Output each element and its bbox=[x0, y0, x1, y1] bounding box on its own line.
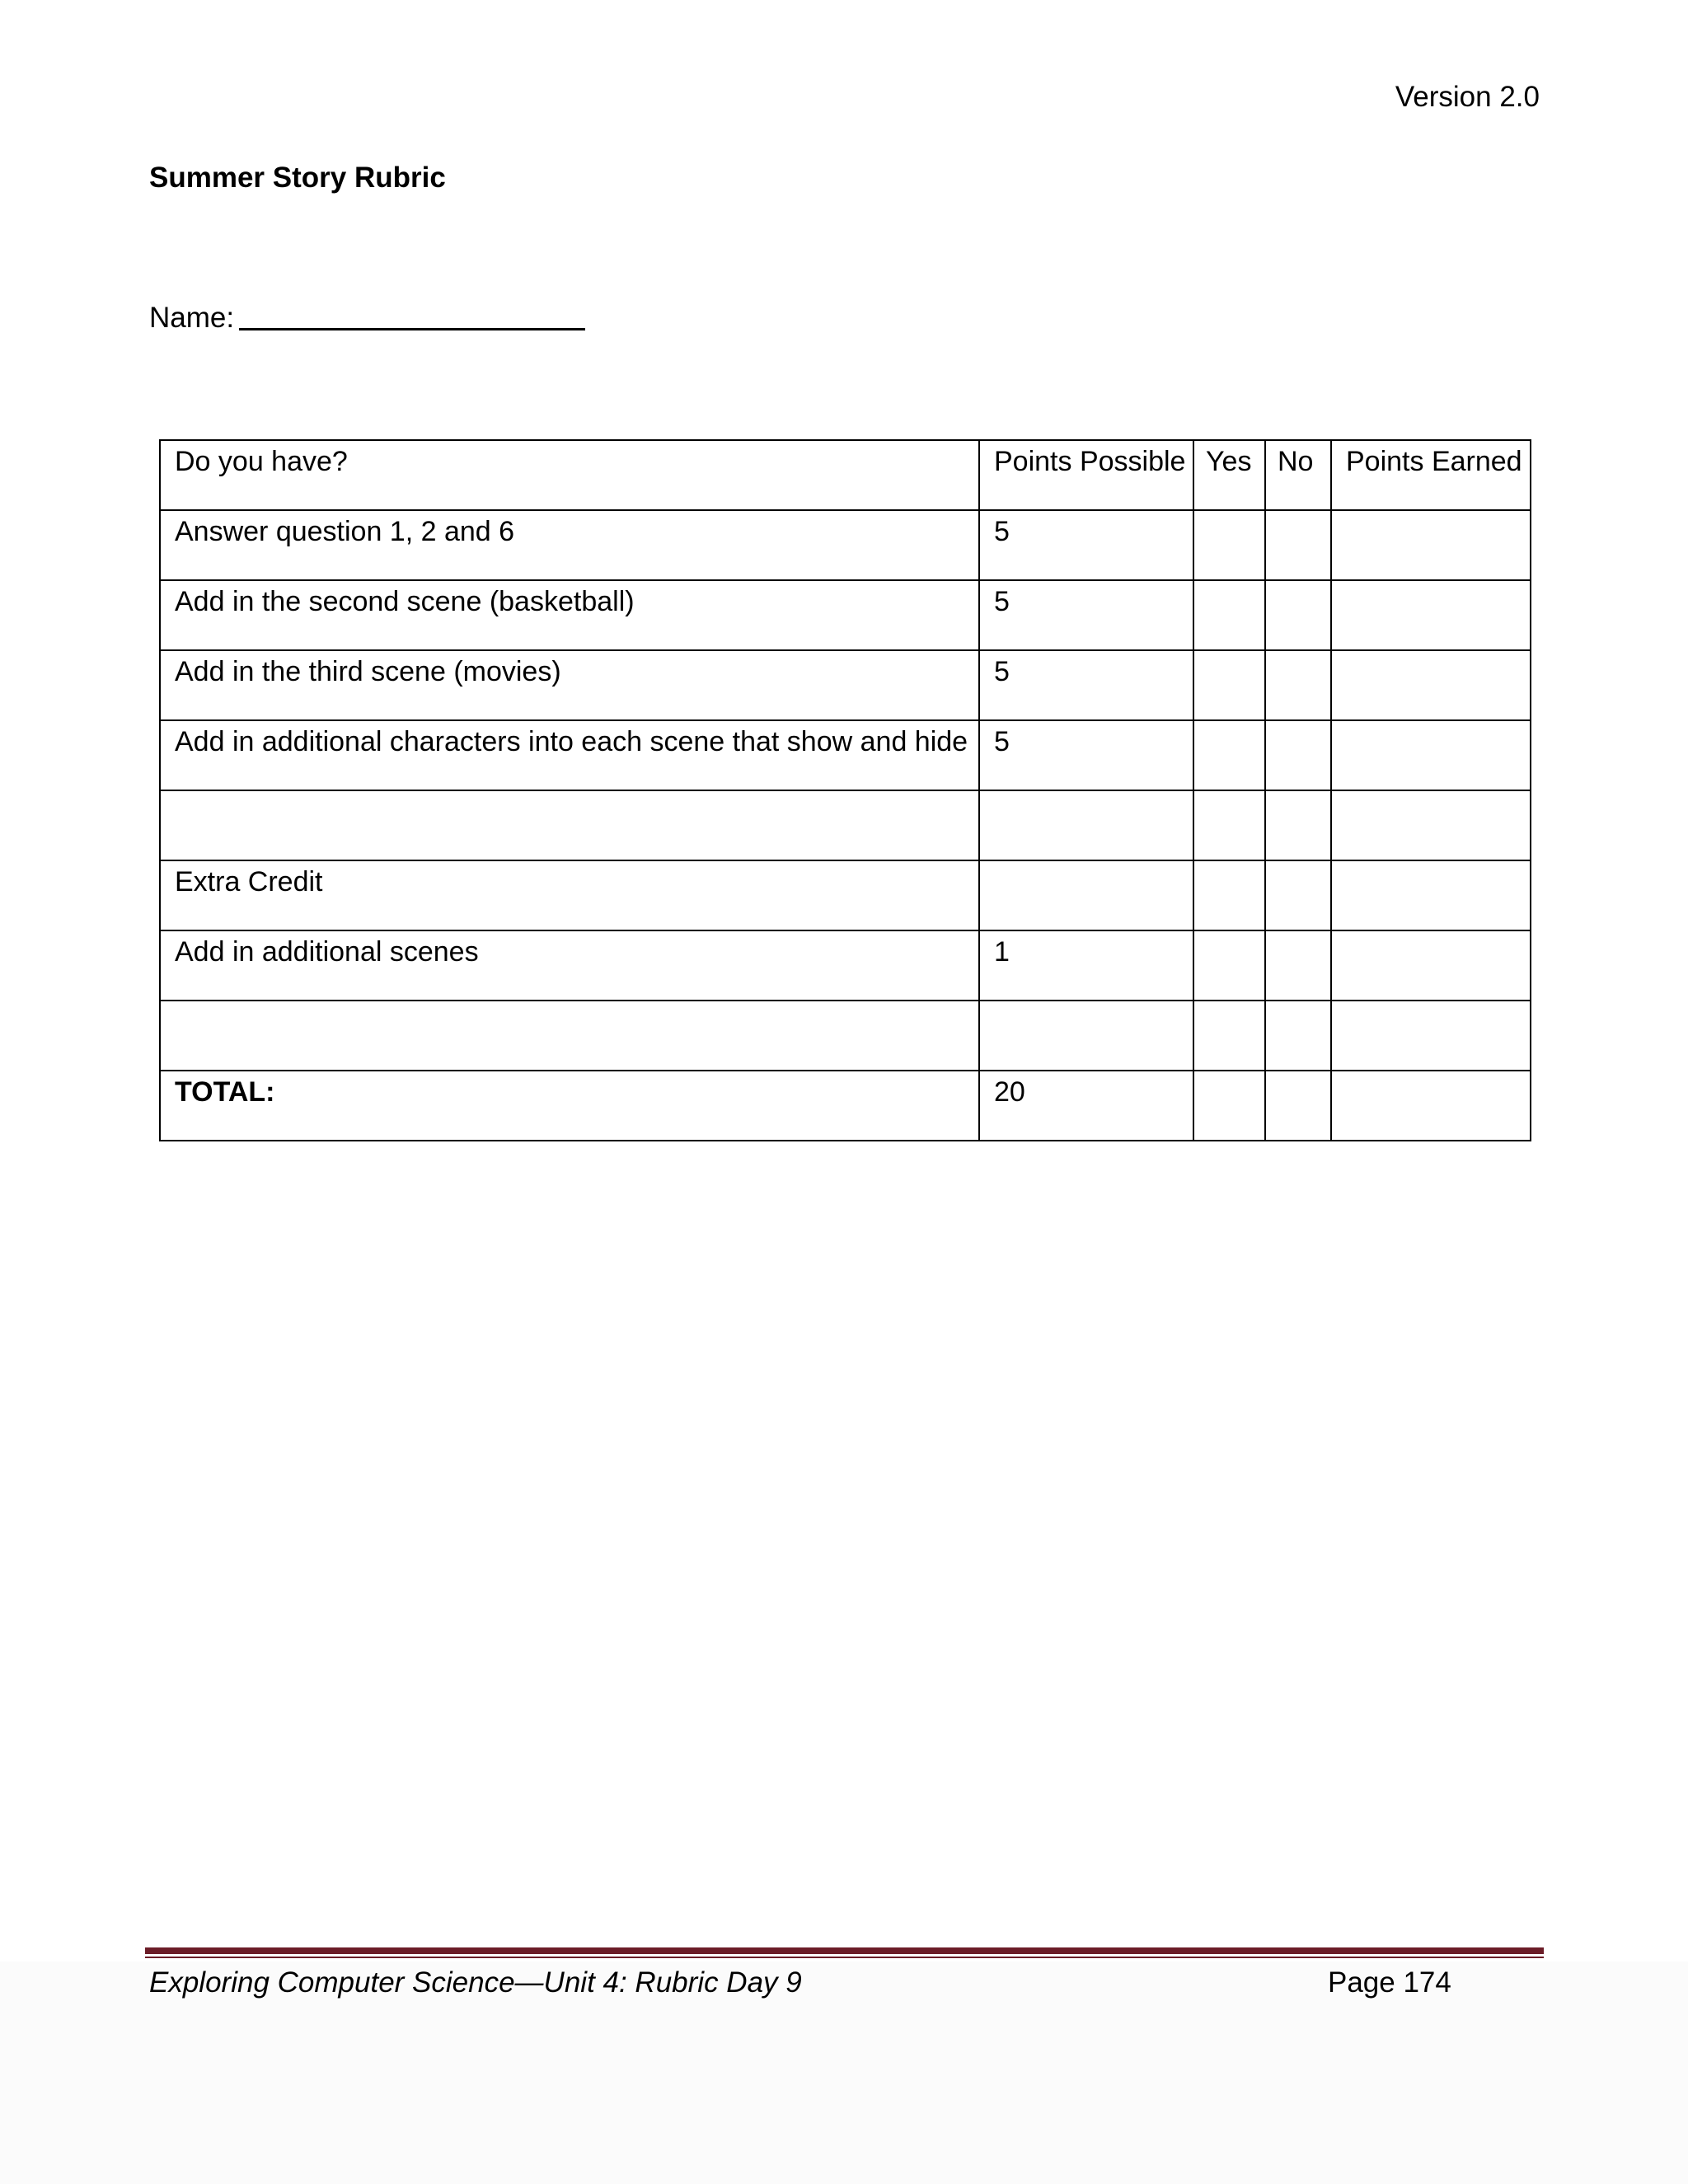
name-label: Name: bbox=[149, 302, 235, 334]
no-cell bbox=[1265, 930, 1331, 1001]
name-field bbox=[149, 300, 585, 336]
rubric-item-cell: Add in additional characters into each scene that show and hide bbox=[160, 720, 979, 790]
footer-rule-thin bbox=[145, 1957, 1544, 1958]
rubric-row bbox=[160, 510, 1531, 580]
footer-page-number: Page 174 bbox=[1328, 1966, 1451, 1999]
yes-cell bbox=[1193, 930, 1265, 1001]
column-header-points-possible: Points Possible bbox=[979, 440, 1193, 510]
version-label: Version 2.0 bbox=[1395, 81, 1540, 113]
footer-course-title: Exploring Computer Science—Unit 4: Rubric Day 9 bbox=[149, 1966, 802, 1999]
points-possible-cell: 5 bbox=[979, 580, 1193, 650]
no-cell bbox=[1265, 1071, 1331, 1141]
yes-cell bbox=[1193, 580, 1265, 650]
points-possible-cell: 5 bbox=[979, 510, 1193, 580]
points-possible-cell: 20 bbox=[979, 1071, 1193, 1141]
points-earned-cell bbox=[1331, 1001, 1531, 1071]
points-earned-cell bbox=[1331, 720, 1531, 790]
yes-cell bbox=[1193, 720, 1265, 790]
yes-cell bbox=[1193, 1001, 1265, 1071]
points-earned-cell bbox=[1331, 930, 1531, 1001]
no-cell bbox=[1265, 790, 1331, 860]
points-possible-cell bbox=[979, 1001, 1193, 1071]
points-earned-cell bbox=[1331, 510, 1531, 580]
rubric-row bbox=[160, 720, 1531, 790]
no-cell bbox=[1265, 1001, 1331, 1071]
no-cell bbox=[1265, 860, 1331, 930]
points-possible-cell bbox=[979, 790, 1193, 860]
rubric-table bbox=[159, 439, 1531, 1141]
no-cell bbox=[1265, 580, 1331, 650]
column-header-points-earned: Points Earned bbox=[1331, 440, 1531, 510]
rubric-table-body bbox=[160, 440, 1531, 1141]
column-header-yes: Yes bbox=[1193, 440, 1265, 510]
rubric-header-row bbox=[160, 440, 1531, 510]
column-header-item: Do you have? bbox=[160, 440, 979, 510]
rubric-item-cell: Add in additional scenes bbox=[160, 930, 979, 1001]
name-blank-line bbox=[239, 302, 585, 330]
page-title: Summer Story Rubric bbox=[149, 162, 446, 194]
column-header-no: No bbox=[1265, 440, 1331, 510]
rubric-item-cell: TOTAL: bbox=[160, 1071, 979, 1141]
rubric-item-cell bbox=[160, 790, 979, 860]
rubric-item-cell bbox=[160, 1001, 979, 1071]
points-possible-cell bbox=[979, 860, 1193, 930]
rubric-row bbox=[160, 930, 1531, 1001]
no-cell bbox=[1265, 720, 1331, 790]
rubric-row bbox=[160, 790, 1531, 860]
yes-cell bbox=[1193, 650, 1265, 720]
points-earned-cell bbox=[1331, 580, 1531, 650]
points-possible-cell: 1 bbox=[979, 930, 1193, 1001]
rubric-item-cell: Extra Credit bbox=[160, 860, 979, 930]
rubric-item-cell: Add in the second scene (basketball) bbox=[160, 580, 979, 650]
no-cell bbox=[1265, 650, 1331, 720]
points-earned-cell bbox=[1331, 650, 1531, 720]
rubric-row bbox=[160, 580, 1531, 650]
rubric-row bbox=[160, 1071, 1531, 1141]
points-possible-cell: 5 bbox=[979, 650, 1193, 720]
rubric-item-cell: Answer question 1, 2 and 6 bbox=[160, 510, 979, 580]
yes-cell bbox=[1193, 1071, 1265, 1141]
points-possible-cell: 5 bbox=[979, 720, 1193, 790]
points-earned-cell bbox=[1331, 790, 1531, 860]
points-earned-cell bbox=[1331, 1071, 1531, 1141]
no-cell bbox=[1265, 510, 1331, 580]
rubric-row bbox=[160, 1001, 1531, 1071]
rubric-item-cell: Add in the third scene (movies) bbox=[160, 650, 979, 720]
yes-cell bbox=[1193, 860, 1265, 930]
rubric-row bbox=[160, 650, 1531, 720]
footer-rule bbox=[145, 1947, 1544, 1954]
rubric-row bbox=[160, 860, 1531, 930]
points-earned-cell bbox=[1331, 860, 1531, 930]
yes-cell bbox=[1193, 790, 1265, 860]
yes-cell bbox=[1193, 510, 1265, 580]
